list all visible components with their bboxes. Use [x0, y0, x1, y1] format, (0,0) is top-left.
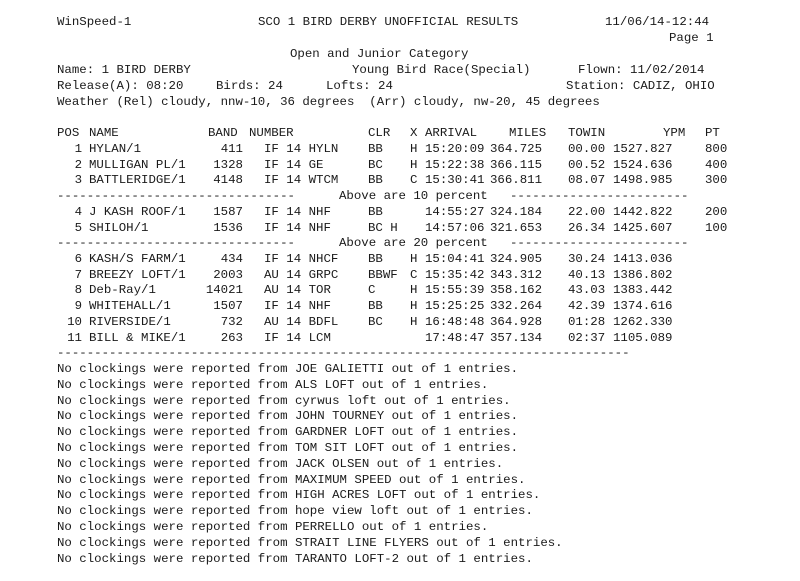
cell-arrival: 15:30:41 — [425, 173, 485, 188]
cell-band: 434 — [220, 252, 243, 266]
cell-number: IF 14 HYLN — [264, 142, 339, 156]
cell-number: AU 14 GRPC — [264, 267, 339, 282]
flown-date: Flown: 11/02/2014 — [578, 63, 705, 77]
result-row — [0, 299, 800, 315]
cell-arrival: 15:25:25 — [425, 299, 485, 314]
cell-pos: 1 — [74, 142, 82, 156]
cell-pos: 4 — [74, 205, 82, 219]
cell-name: BREEZY LOFT/1 — [89, 267, 186, 282]
cell-band: 2003 — [213, 267, 243, 282]
cell-band: 1328 — [213, 157, 243, 172]
col-miles: MILES — [509, 126, 547, 140]
cell-clr: BC — [368, 157, 383, 172]
cell-miles: 324.184 — [490, 205, 543, 219]
cell-number: IF 14 WTCM — [264, 173, 339, 188]
result-row — [0, 283, 800, 299]
cell-towin: 43.03 — [568, 283, 606, 298]
cell-name: BILL & MIKE/1 — [89, 330, 186, 345]
lofts-count: Lofts: 24 — [326, 79, 393, 93]
cell-miles: 332.264 — [490, 299, 543, 314]
cell-pt: 100 — [705, 220, 728, 235]
col-ypm: YPM — [663, 126, 686, 140]
cell-ypm: 1374.616 — [613, 299, 673, 314]
cell-towin: 08.07 — [568, 173, 606, 188]
cell-arrival: 15:55:39 — [425, 283, 485, 298]
separator-10-percent — [0, 189, 800, 205]
cell-arrival: 15:22:38 — [425, 157, 485, 172]
cell-clr: BB — [368, 252, 383, 266]
separator-dashes-right: ------------------------ — [510, 189, 689, 203]
col-clr: CLR — [368, 126, 391, 140]
cell-number: AU 14 BDFL — [264, 314, 339, 329]
col-name: NAME — [89, 126, 119, 140]
cell-pos: 5 — [74, 220, 82, 235]
cell-band: 4148 — [213, 173, 243, 188]
cell-miles: 364.725 — [490, 142, 543, 156]
cell-name: SHILOH/1 — [89, 220, 149, 235]
col-arrival: ARRIVAL — [425, 126, 478, 140]
cell-arrival: 14:57:06 — [425, 220, 485, 235]
col-band: BAND — [208, 126, 238, 140]
cell-x: H — [410, 142, 418, 156]
cell-x: H — [410, 157, 418, 172]
cell-pos: 3 — [74, 173, 82, 188]
cell-towin: 02:37 — [568, 330, 606, 345]
no-clocking-message: No clockings were reported from TOM SIT LOFT out of 1 entries. — [57, 441, 519, 455]
race-type: Young Bird Race(Special) — [352, 63, 531, 77]
cell-band: 263 — [220, 330, 243, 345]
no-clocking-message: No clockings were reported from TARANTO LOFT-2 out of 1 entries. — [57, 551, 533, 566]
weather: Weather (Rel) cloudy, nnw-10, 36 degrees (Arr) cloudy, nw-20, 45 degrees — [57, 95, 600, 109]
cell-miles: 366.811 — [490, 173, 543, 188]
cell-towin: 26.34 — [568, 220, 606, 235]
result-row — [0, 142, 800, 158]
cell-ypm: 1498.985 — [613, 173, 673, 188]
cell-pt: 300 — [705, 173, 728, 188]
race-name: Name: 1 BIRD DERBY — [57, 63, 191, 77]
cell-clr: BB — [368, 205, 383, 219]
release-time: Release(A): 08:20 — [57, 79, 184, 93]
cell-clr: BB — [368, 299, 383, 314]
cell-ypm: 1527.827 — [613, 142, 673, 156]
no-clocking-message: No clockings were reported from ALS LOFT out of 1 entries. — [57, 377, 489, 392]
separator-20-percent — [0, 236, 800, 252]
result-row — [0, 205, 800, 221]
cell-pos: 8 — [74, 283, 82, 298]
result-row — [0, 268, 800, 284]
cell-arrival: 17:48:47 — [425, 330, 485, 345]
separator-dashes-right: ------------------------ — [510, 236, 689, 250]
page-number: Page 1 — [669, 31, 714, 45]
cell-arrival: 15:35:42 — [425, 267, 485, 282]
cell-band: 411 — [220, 142, 243, 156]
cell-ypm: 1383.442 — [613, 283, 673, 298]
cell-miles: 324.905 — [490, 252, 543, 266]
no-clocking-message: No clockings were reported from GARDNER LOFT out of 1 entries. — [57, 425, 519, 440]
report-title: SCO 1 BIRD DERBY UNOFFICIAL RESULTS — [258, 15, 519, 29]
result-row — [0, 221, 800, 237]
separator-dashes-left: -------------------------------- — [57, 236, 295, 250]
cell-clr: BC H — [368, 220, 398, 235]
cell-x: H — [410, 283, 418, 298]
cell-miles: 364.928 — [490, 314, 543, 329]
cell-arrival: 15:20:09 — [425, 142, 485, 156]
cell-name: BATTLERIDGE/1 — [89, 173, 186, 188]
col-towin: TOWIN — [568, 126, 606, 140]
cell-name: MULLIGAN PL/1 — [89, 157, 186, 172]
cell-clr: BC — [368, 314, 383, 329]
separator-dashes-left: -------------------------------- — [57, 189, 295, 203]
birds-count: Birds: 24 — [216, 79, 283, 93]
cell-band: 14021 — [205, 283, 243, 298]
result-row — [0, 315, 800, 331]
cell-ypm: 1413.036 — [613, 252, 673, 266]
cell-x: H — [410, 252, 418, 266]
column-headers — [0, 126, 800, 142]
cell-pt: 400 — [705, 157, 728, 172]
program-name: WinSpeed-1 — [57, 15, 132, 29]
cell-x: H — [410, 314, 418, 329]
cell-number: IF 14 LCM — [264, 330, 331, 345]
cell-clr: BB — [368, 173, 383, 188]
no-clocking-message: No clockings were reported from JOHN TOURNEY out of 1 entries. — [57, 409, 519, 424]
category: Open and Junior Category — [290, 47, 469, 61]
no-clocking-message: No clockings were reported from STRAIT LINE FLYERS out of 1 entries. — [57, 535, 563, 550]
cell-name: J KASH ROOF/1 — [89, 205, 186, 219]
cell-ypm: 1524.636 — [613, 157, 673, 172]
cell-pt: 800 — [705, 142, 728, 156]
cell-name: RIVERSIDE/1 — [89, 314, 171, 329]
cell-band: 1507 — [213, 299, 243, 314]
cell-name: KASH/S FARM/1 — [89, 252, 186, 266]
cell-arrival: 14:55:27 — [425, 205, 485, 219]
cell-x: C — [410, 267, 418, 282]
cell-clr: BB — [368, 142, 383, 156]
cell-miles: 358.162 — [490, 283, 543, 298]
result-row — [0, 331, 800, 347]
cell-number: IF 14 NHF — [264, 220, 331, 235]
col-number: NUMBER — [249, 126, 294, 140]
result-row — [0, 158, 800, 174]
cell-number: IF 14 GE — [264, 157, 324, 172]
no-clocking-message: No clockings were reported from PERRELLO out of 1 entries. — [57, 520, 489, 534]
cell-towin: 22.00 — [568, 205, 606, 219]
station: Station: CADIZ, OHIO — [566, 79, 715, 93]
report-datetime: 11/06/14-12:44 — [605, 15, 710, 29]
cell-pos: 10 — [67, 314, 82, 329]
cell-ypm: 1386.802 — [613, 267, 673, 282]
cell-band: 1536 — [213, 220, 243, 235]
cell-pos: 2 — [74, 157, 82, 172]
separator-label: Above are 10 percent — [339, 189, 488, 203]
no-clocking-message: No clockings were reported from JOE GALIETTI out of 1 entries. — [57, 362, 519, 376]
cell-towin: 40.13 — [568, 267, 606, 282]
cell-towin: 00.00 — [568, 142, 606, 156]
cell-band: 732 — [220, 314, 243, 329]
cell-name: WHITEHALL/1 — [89, 299, 171, 314]
col-x: X — [410, 126, 418, 140]
no-clocking-message: No clockings were reported from hope view loft out of 1 entries. — [57, 504, 533, 519]
no-clocking-message: No clockings were reported from HIGH ACRES LOFT out of 1 entries. — [57, 488, 541, 503]
cell-ypm: 1262.330 — [613, 314, 673, 329]
cell-ypm: 1105.089 — [613, 330, 673, 345]
col-pt: PT — [705, 126, 720, 140]
cell-ypm: 1442.822 — [613, 205, 673, 219]
result-row — [0, 252, 800, 268]
cell-miles: 321.653 — [490, 220, 543, 235]
cell-towin: 42.39 — [568, 299, 606, 314]
no-clocking-message: No clockings were reported from MAXIMUM SPEED out of 1 entries. — [57, 472, 526, 487]
cell-miles: 357.134 — [490, 330, 543, 345]
cell-pos: 11 — [67, 330, 82, 345]
no-clocking-message: No clockings were reported from JACK OLSEN out of 1 entries. — [57, 456, 504, 471]
cell-towin: 30.24 — [568, 252, 606, 266]
cell-number: IF 14 NHF — [264, 299, 331, 314]
cell-pos: 9 — [74, 299, 82, 314]
cell-number: IF 14 NHF — [264, 205, 331, 219]
cell-name: Deb-Ray/1 — [89, 283, 156, 298]
separator-label: Above are 20 percent — [339, 236, 488, 250]
cell-towin: 01:28 — [568, 314, 606, 329]
cell-x: C — [410, 173, 418, 188]
cell-x: H — [410, 299, 418, 314]
cell-miles: 343.312 — [490, 267, 543, 282]
cell-pos: 7 — [74, 267, 82, 282]
cell-pt: 200 — [705, 205, 728, 219]
bottom-rule: ----------------------------------------------------------------------------- — [57, 346, 630, 360]
cell-ypm: 1425.607 — [613, 220, 673, 235]
cell-name: HYLAN/1 — [89, 142, 142, 156]
result-row — [0, 173, 800, 189]
cell-arrival: 15:04:41 — [425, 252, 485, 266]
cell-number: AU 14 TOR — [264, 283, 331, 298]
cell-clr: C — [368, 283, 376, 298]
cell-number: IF 14 NHCF — [264, 252, 339, 266]
no-clocking-message: No clockings were reported from cyrwus loft out of 1 entries. — [57, 393, 511, 408]
col-pos: POS — [57, 126, 80, 140]
cell-arrival: 16:48:48 — [425, 314, 485, 329]
cell-towin: 00.52 — [568, 157, 606, 172]
cell-pos: 6 — [74, 252, 82, 266]
cell-miles: 366.115 — [490, 157, 543, 172]
cell-clr: BBWF — [368, 267, 398, 282]
cell-band: 1587 — [213, 205, 243, 219]
